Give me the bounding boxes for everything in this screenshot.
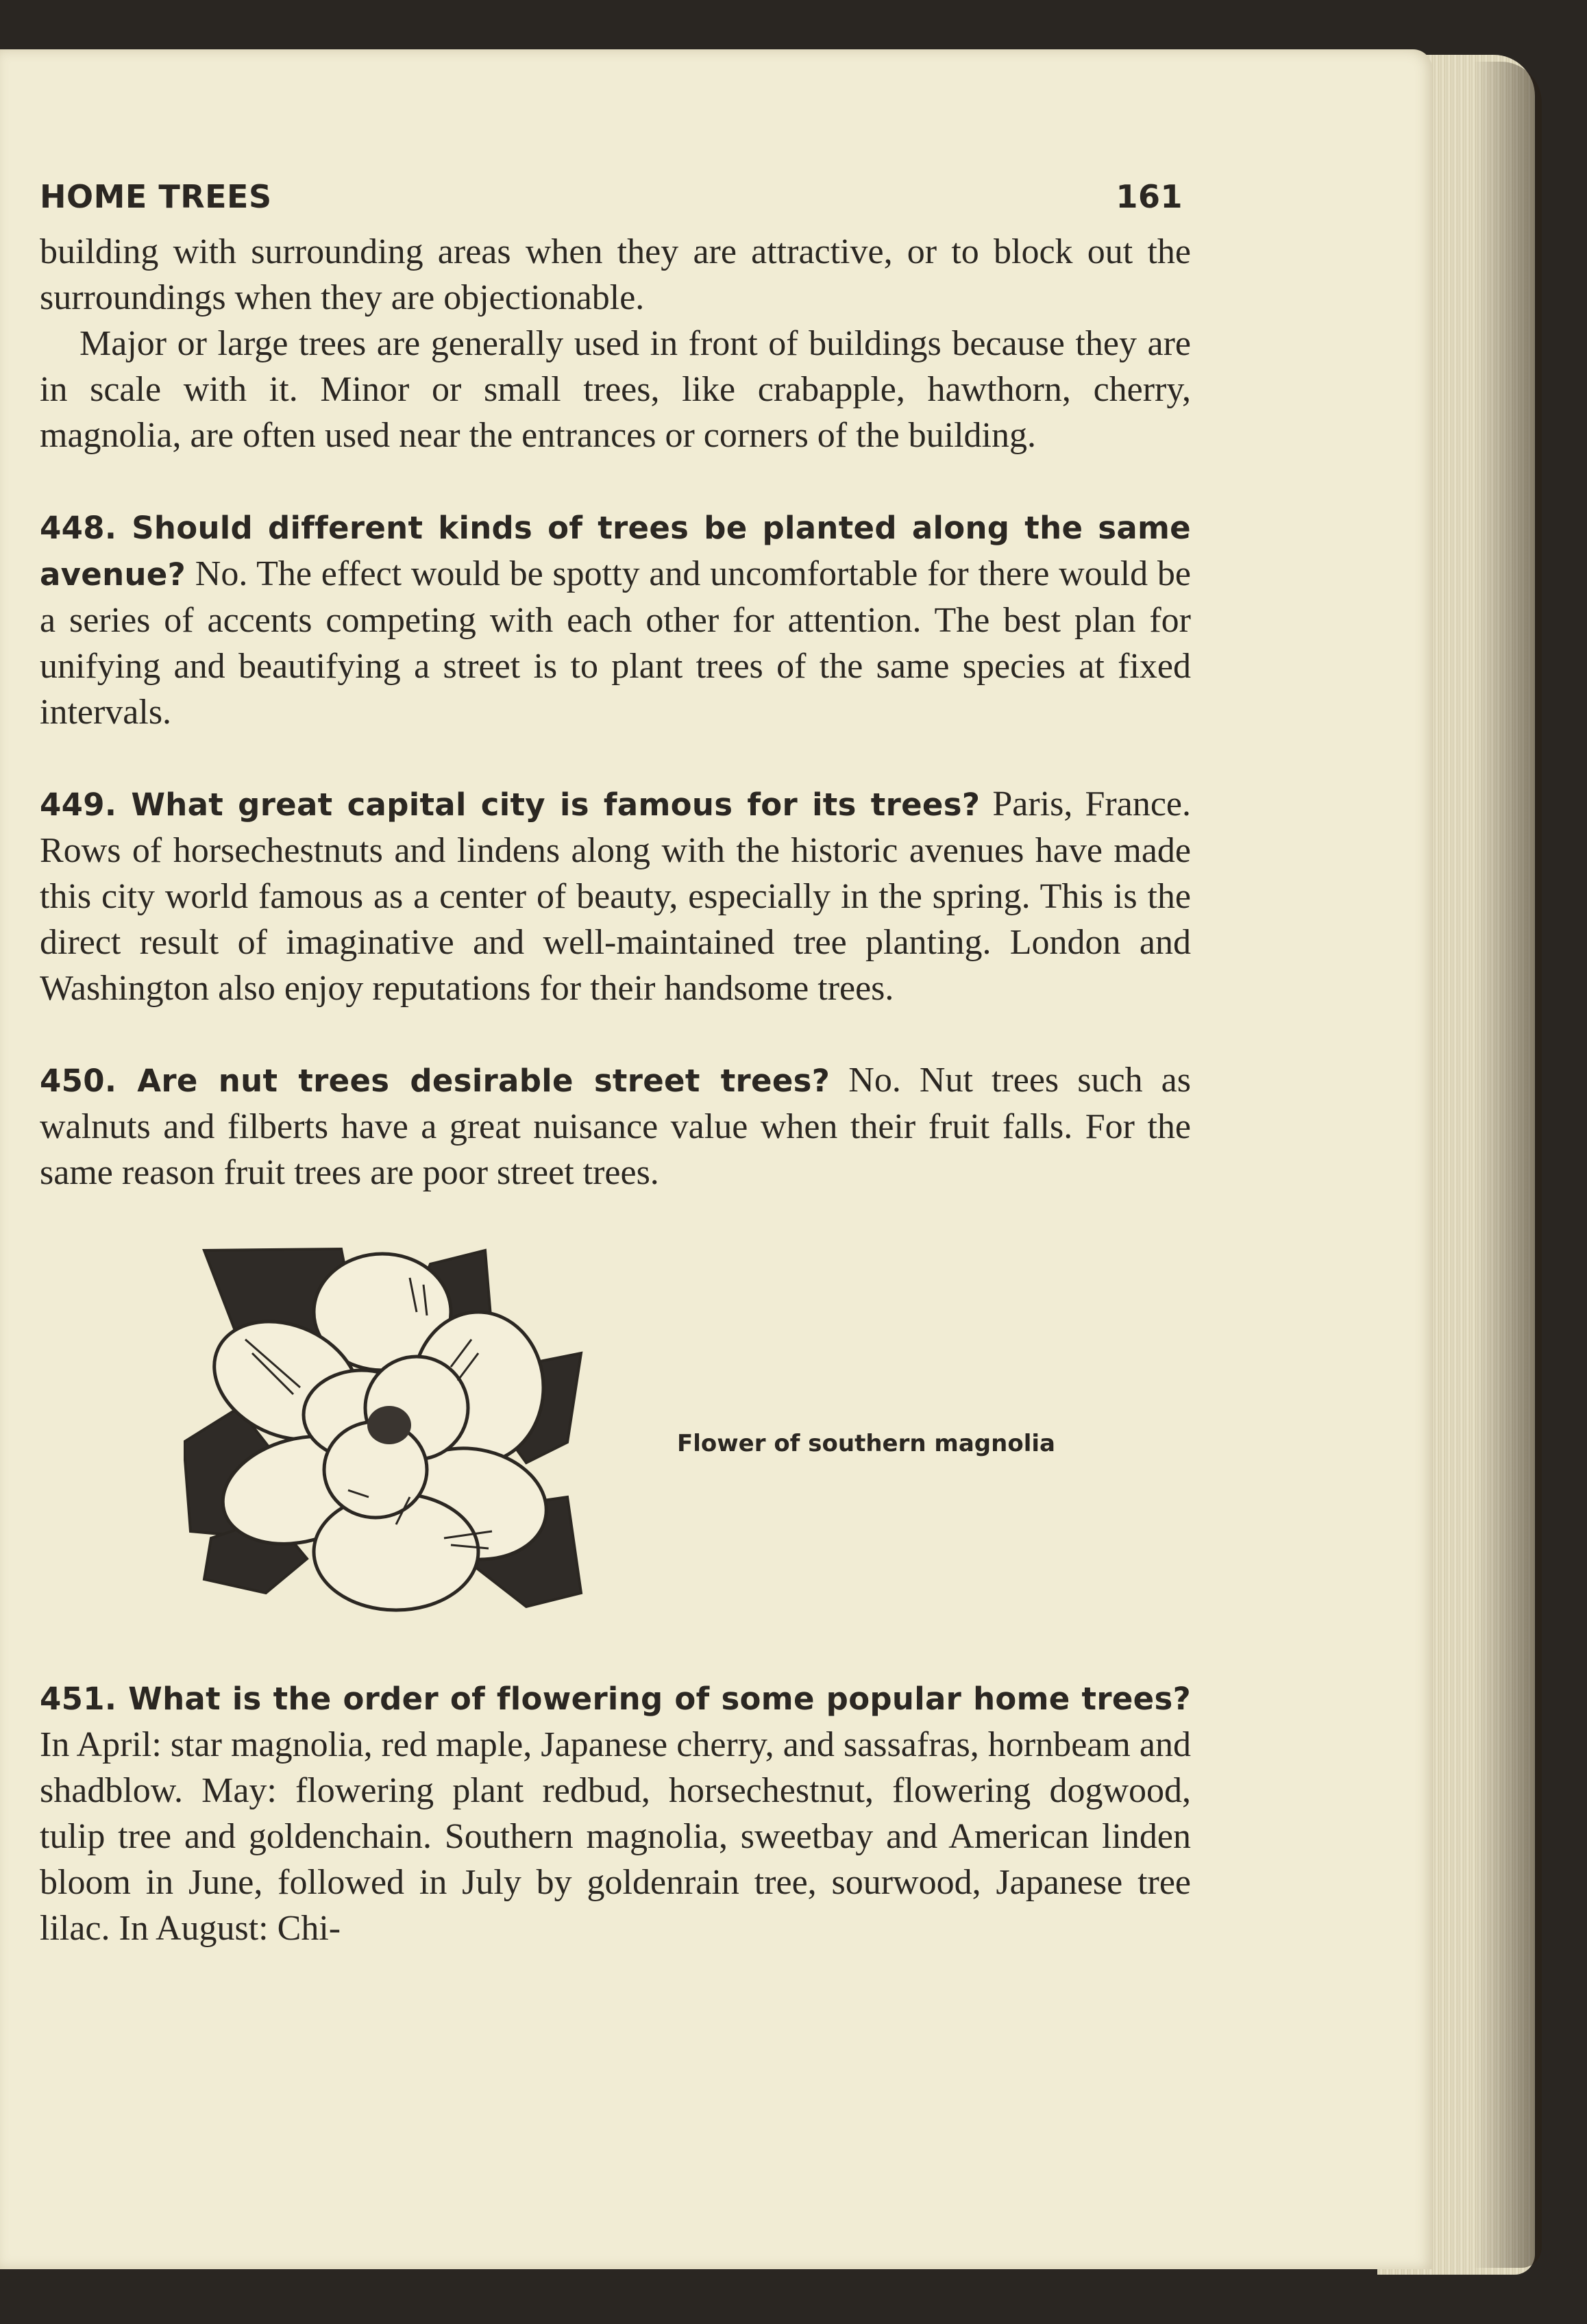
running-head [40, 178, 1191, 215]
qa-entry-448 [40, 504, 1191, 735]
running-head-title: HOME TREES [40, 178, 272, 215]
question-451: 451. What is the order of flowering of some popular home trees? [40, 1681, 1191, 1717]
question-450: 450. Are nut trees desirable street trees? [40, 1063, 831, 1099]
figure-caption: Flower of southern magnolia [677, 1430, 1055, 1457]
answer-451: In April: star magnolia, red maple, Japanese cherry, and sassafras, hornbeam and shadblow. May: flowering plant redbud, horsechestnut, flowering dogwood, tulip tree and goldenchain. Southern magnolia, sweetbay and American linden bloom in June, followed in July by goldenrain tree, sourwood, Japanese tree lilac. In August: Chi- [40, 1725, 1191, 1948]
flower-center-cone [367, 1406, 411, 1444]
qa-entry-449 [40, 781, 1191, 1011]
answer-449: Paris, France. Rows of horsechestnuts and lindens along with the historic avenues have made this city world famous as a center of beauty, especially in the spring. This is the direct result of imaginative and well-maintained tree planting. London and Washington also enjoy reputations for their handsome trees. [40, 784, 1191, 1008]
answer-448: No. The effect would be spotty and uncomfortable for there would be a series of accents competing with each other for attention. The best plan for unifying and beautifying a street is to plant trees of the same species at fixed intervals. [40, 554, 1191, 732]
magnolia-figure [40, 1237, 1191, 1648]
question-449: 449. What great capital city is famous for its trees? [40, 787, 981, 823]
qa-entry-451 [40, 1675, 1191, 1951]
answer-450: No. Nut trees such as walnuts and filberts have a great nuisance value when their fruit falls. For the same reason fruit trees are poor street trees. [40, 1061, 1191, 1192]
page-content [40, 178, 1191, 1951]
page-edge-shadow [1473, 62, 1542, 2268]
intro-paragraph-1: building with surrounding areas when they are attractive, or to block out the surroundings when they are objectionable. [40, 232, 1191, 317]
page-number: 161 [1116, 178, 1183, 215]
magnolia-flower-illustration [184, 1237, 595, 1620]
intro-paragraph-2: Major or large trees are generally used in front of buildings because they are in scale with it. Minor or small trees, like crabapple, hawthorn, cherry, magnolia, are often used near the entrances or corners of the building. [40, 324, 1191, 455]
question-448: 448. Should different kinds of trees be planted along the same avenue? [40, 510, 1191, 593]
qa-entry-450 [40, 1057, 1191, 1196]
